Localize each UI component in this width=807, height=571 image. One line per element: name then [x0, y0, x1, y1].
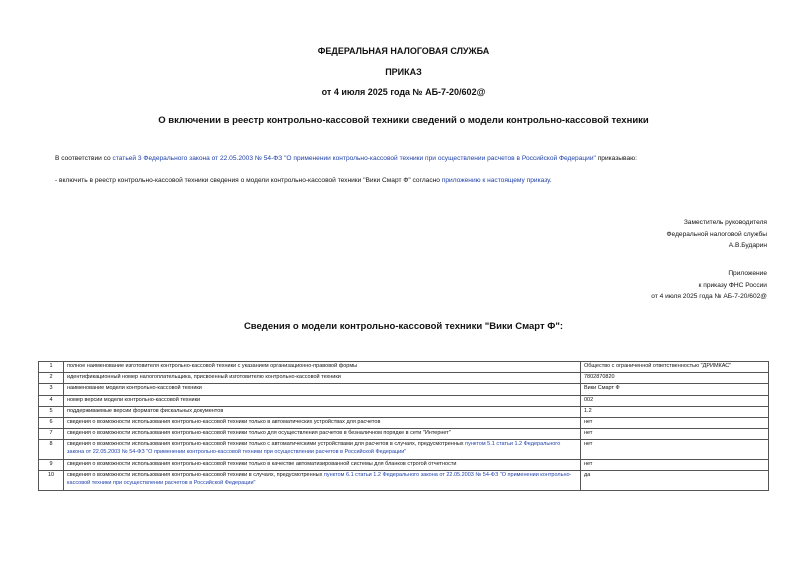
- order-item-paragraph: [55, 177, 552, 184]
- signature-position: Заместитель руководителя: [683, 219, 767, 226]
- order-item-suffix: .: [549, 177, 552, 184]
- row-value: Общество с ограниченной ответственностью "ДРИМКАС": [581, 362, 769, 373]
- row-number: 3: [39, 384, 64, 395]
- row-number: 10: [39, 471, 64, 491]
- doc-title: О включении в реестр контрольно-кассовой техники сведений о модели контрольно-кассовой техники: [158, 115, 649, 126]
- row-value: Вики Смарт Ф: [581, 384, 769, 395]
- table-row: [39, 373, 769, 384]
- row-value: нет: [581, 429, 769, 440]
- table-row: [39, 406, 769, 417]
- row-number: 2: [39, 373, 64, 384]
- preamble-suffix: приказываю:: [595, 155, 637, 162]
- row-number: 6: [39, 417, 64, 428]
- table-row: [39, 395, 769, 406]
- doc-date-number: от 4 июля 2025 года № АБ-7-20/602@: [321, 87, 486, 97]
- row-value: нет: [581, 440, 769, 460]
- row-number: 1: [39, 362, 64, 373]
- law-point-5-1-link[interactable]: пунктом 5.1 статьи 1.2 Федерального закона от 22.05.2003 № 54-ФЗ "О применении контрольно-кассовой техники при осуществлении расчетов в Российской Федерации": [67, 441, 561, 455]
- appendix-date-number: от 4 июля 2025 года № АБ-7-20/602@: [651, 293, 767, 300]
- table-row: [39, 429, 769, 440]
- row-description-text: сведения о возможности использования контрольно-кассовой техники только с автоматическими устройствами для расчетов в случаях, предусмотренных: [67, 441, 466, 448]
- row-description: сведения о возможности использования контрольно-кассовой техники только в автоматических устройствах для расчетов: [64, 417, 581, 428]
- order-item-prefix: - включить в реестр контрольно-кассовой техники сведения о модели контрольно-кассовой техники "Вики Смарт Ф" согласно: [55, 177, 442, 184]
- signature-organization: Федеральной налоговой службы: [666, 230, 767, 238]
- table-row: [39, 471, 769, 491]
- table-row: [39, 362, 769, 373]
- row-value: 1.2: [581, 406, 769, 417]
- appendix-title: Сведения о модели контрольно-кассовой техники "Вики Смарт Ф":: [243, 321, 564, 332]
- row-description-text: сведения о возможности использования контрольно-кассовой техники в случаях, предусмотренных: [67, 472, 324, 478]
- appendix-link[interactable]: приложению к настоящему приказу: [441, 177, 550, 184]
- appendix-label: Приложение: [728, 270, 767, 277]
- row-number: 5: [39, 406, 64, 417]
- row-description: [64, 471, 581, 491]
- row-description: номер версии модели контрольно-кассовой техники: [64, 395, 581, 406]
- row-number: 9: [39, 459, 64, 470]
- row-number: 4: [39, 395, 64, 406]
- preamble-prefix: В соответствии со: [55, 155, 113, 162]
- preamble-paragraph: [55, 155, 637, 162]
- row-description: наименование модели контрольно-кассовой техники: [64, 384, 581, 395]
- row-description: сведения о возможности использования контрольно-кассовой техники только для осуществления расчетов в безналичном порядке в сети "Интернет": [64, 429, 581, 440]
- row-number: 7: [39, 429, 64, 440]
- law-point-6-1-link[interactable]: пунктом 6.1 статьи 1.2 Федерального закона от 22.05.2003 № 54-ФЗ "О применении контрольно-кассовой техники при осуществлении расчетов в Российской Федерации": [67, 472, 572, 486]
- row-description: идентификационный номер налогоплательщика, присвоенный изготовителю контрольно-кассовой техники: [64, 373, 581, 384]
- row-value: да: [581, 471, 769, 491]
- table-row: [39, 417, 769, 428]
- appendix-order: к приказу ФНС России: [698, 281, 767, 289]
- row-value: нет: [581, 417, 769, 428]
- row-value: 7802870820: [581, 373, 769, 384]
- agency-name: ФЕДЕРАЛЬНАЯ НАЛОГОВАЯ СЛУЖБА: [317, 46, 490, 56]
- table-row: [39, 459, 769, 470]
- row-description: поддерживаемые версии форматов фискальных документов: [64, 406, 581, 417]
- row-number: 8: [39, 440, 64, 460]
- appendix-reference: [651, 268, 767, 303]
- doc-type: ПРИКАЗ: [385, 67, 422, 77]
- model-info-table: [38, 361, 769, 491]
- row-description: сведения о возможности использования контрольно-кассовой техники только в качестве автоматизированной системы для бланков строгой отчетности: [64, 459, 581, 470]
- row-description: полное наименование изготовителя контрольно-кассовой техники с указанием организационно-правовой формы: [64, 362, 581, 373]
- table-row: [39, 440, 769, 460]
- row-value: нет: [581, 459, 769, 470]
- law-article-link[interactable]: статьей 3 Федерального закона от 22.05.2003 № 54-ФЗ "О применении контрольно-кассовой техники при осуществлении расчетов в Российской Федерации": [112, 155, 596, 162]
- signature-block: [667, 217, 767, 252]
- table-row: [39, 384, 769, 395]
- row-value: 002: [581, 395, 769, 406]
- signature-name: А.В.Бударин: [728, 242, 767, 249]
- row-description: [64, 440, 581, 460]
